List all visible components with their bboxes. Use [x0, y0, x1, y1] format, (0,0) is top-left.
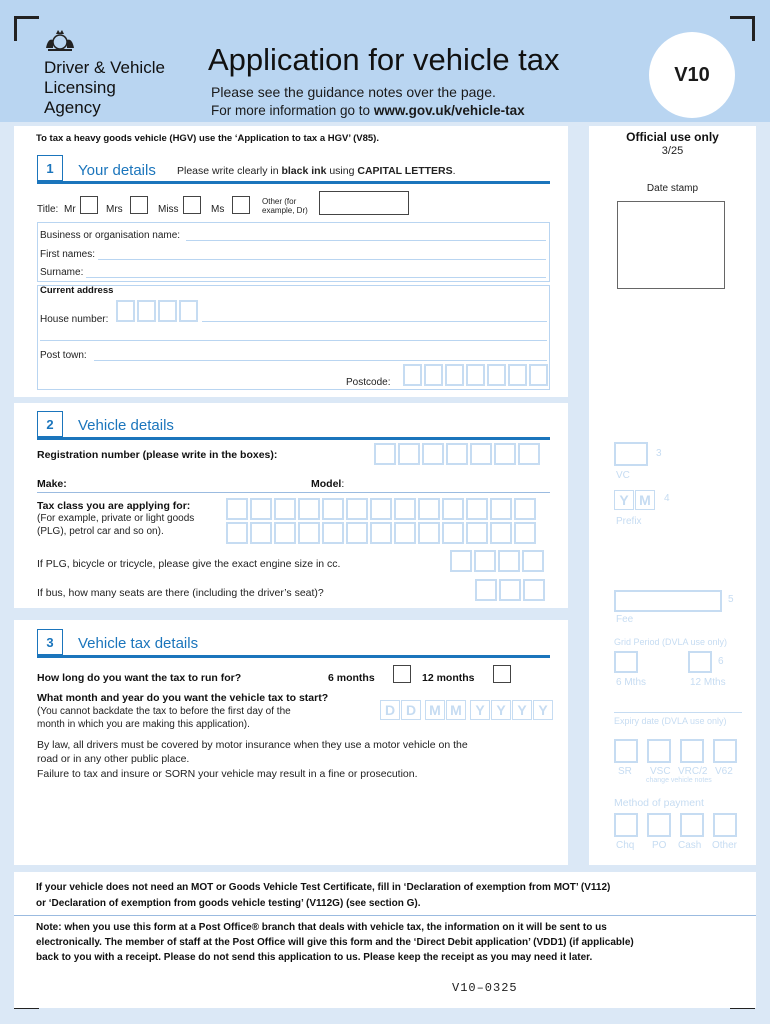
prefix-boxes	[614, 490, 655, 510]
twelve-months-checkbox[interactable]	[493, 665, 511, 683]
guidance-note: Please see the guidance notes over the page.	[211, 84, 496, 100]
chq-box	[614, 813, 638, 837]
postcode-label: Postcode:	[346, 377, 391, 388]
tax-duration-label: How long do you want the tax to run for?	[37, 672, 242, 684]
start-date-boxes[interactable]	[380, 700, 553, 720]
tax-class-example-1: (For example, private or light goods	[37, 513, 195, 524]
method-chq: Chq	[616, 840, 635, 851]
insurance-law-line-1: By law, all drivers must be covered by motor insurance when they use a motor vehicle on the	[37, 739, 468, 751]
date-char: Y	[512, 700, 532, 720]
engine-size-boxes[interactable]	[450, 550, 544, 572]
date-char: Y	[533, 700, 553, 720]
expiry-line	[614, 712, 742, 713]
vrc2-box	[680, 739, 704, 763]
royal-crest-icon	[40, 28, 80, 54]
method-other: Other	[712, 840, 738, 851]
title-other-field[interactable]	[319, 191, 409, 215]
section-3-title: Vehicle tax details	[78, 635, 199, 652]
code-sr: SR	[618, 766, 632, 777]
section-3-number: 3	[37, 629, 63, 655]
prefix-char: Y	[614, 490, 634, 510]
title-mrs-checkbox[interactable]	[130, 196, 148, 214]
official-use-date: 3/25	[661, 145, 684, 157]
section-2-number: 2	[37, 411, 63, 437]
failure-warning: Failure to tax and insure or SORN your vehicle may result in a fine or prosecution.	[37, 768, 418, 780]
vsc-box	[647, 739, 671, 763]
method-cash: Cash	[678, 840, 702, 851]
postcode-boxes[interactable]	[403, 364, 548, 386]
info-prefix: For more information go to	[211, 103, 374, 118]
post-office-note-line-1: Note: when you use this form at a Post Office® branch that deals with vehicle tax, the information on it will be sent to us	[36, 922, 607, 933]
six-months-label: 6 months	[328, 672, 375, 684]
post-town-field[interactable]	[94, 360, 547, 361]
twelve-mths-label: 12 Mths	[690, 677, 726, 688]
tax-class-example	[37, 512, 194, 538]
crop-mark-top-left	[14, 16, 39, 41]
crop-mark-top-right	[730, 16, 755, 41]
date-char: D	[380, 700, 400, 720]
title-other-label	[262, 197, 308, 215]
instr-pre: Please write clearly in	[177, 165, 282, 177]
form-code-badge: V10	[649, 32, 735, 118]
code-vrc2: VRC/2	[678, 766, 708, 777]
tax-class-boxes-row-2[interactable]	[226, 522, 536, 544]
surname-label: Surname:	[40, 267, 84, 278]
start-date-label: What month and year do you want the vehicle tax to start?	[37, 692, 329, 704]
official-num-3: 3	[656, 448, 662, 459]
business-name-label: Business or organisation name:	[40, 230, 181, 241]
instr-capitals: CAPITAL LETTERS	[357, 165, 453, 177]
official-num-5: 5	[728, 594, 734, 605]
registration-label: Registration number (please write in the boxes):	[37, 449, 278, 461]
section-1-rule	[37, 181, 550, 184]
fee-box	[614, 590, 722, 612]
section-1-number: 1	[37, 155, 63, 181]
tax-class-example-2: (PLG), petrol car and so on).	[37, 526, 164, 537]
instr-mid: using	[326, 165, 358, 177]
official-use-title: Official use only	[626, 130, 719, 144]
title-mr-label: Mr	[64, 204, 76, 215]
title-mr-checkbox[interactable]	[80, 196, 98, 214]
date-char: Y	[470, 700, 490, 720]
make-model-field[interactable]	[37, 492, 550, 493]
engine-size-label: If PLG, bicycle or tricycle, please give the exact engine size in cc.	[37, 558, 341, 570]
insurance-law-line-2: road or in any other public place.	[37, 753, 190, 765]
date-char: Y	[491, 700, 511, 720]
post-office-note-line-3: back to you with a receipt. Please do not send this application to us. Please keep the receipt as you may need it later.	[36, 952, 593, 963]
section-3-rule	[37, 655, 550, 658]
agency-line-2: Licensing	[44, 78, 116, 97]
codes-sub-label: change vehicle notes	[646, 777, 712, 784]
date-char: M	[425, 700, 445, 720]
agency-line-1: Driver & Vehicle	[44, 58, 165, 77]
six-mths-box	[614, 651, 638, 673]
grid-period-label: Grid Period (DVLA use only)	[614, 637, 728, 647]
mot-exemption-line-2: or ‘Declaration of exemption from goods vehicle testing’ (V112G) (see section G).	[36, 898, 421, 909]
mot-exemption-line-1: If your vehicle does not need an MOT or Goods Vehicle Test Certificate, fill in ‘Declaration of exemption from MOT’ (V112)	[36, 882, 611, 893]
model-label-text: Model	[311, 478, 342, 490]
date-stamp-box	[617, 201, 725, 289]
form-version-code: V10–0325	[452, 981, 518, 995]
registration-boxes[interactable]	[374, 443, 540, 465]
title-miss-checkbox[interactable]	[183, 196, 201, 214]
footer-divider	[14, 915, 756, 916]
bus-seats-boxes[interactable]	[475, 579, 545, 601]
agency-line-3: Agency	[44, 98, 101, 117]
first-names-label: First names:	[40, 249, 96, 260]
info-link[interactable]: www.gov.uk/vehicle-tax	[373, 103, 525, 118]
title-mrs-label: Mrs	[106, 204, 123, 215]
prefix-label: Prefix	[616, 516, 642, 527]
tax-class-label: Tax class you are applying for:	[37, 500, 191, 512]
section-2-rule	[37, 437, 550, 440]
title-other-line-2: example, Dr)	[262, 206, 308, 215]
page-title: Application for vehicle tax	[208, 42, 560, 77]
info-line	[211, 103, 525, 118]
fee-label: Fee	[616, 614, 634, 625]
address-line-2-field[interactable]	[40, 340, 547, 341]
section-2-title: Vehicle details	[78, 417, 174, 434]
insurance-law-text	[37, 738, 468, 766]
make-label: Make:	[37, 478, 67, 490]
twelve-mths-box	[688, 651, 712, 673]
six-mths-label: 6 Mths	[616, 677, 647, 688]
date-stamp-label: Date stamp	[646, 183, 699, 194]
house-number-boxes[interactable]	[116, 300, 198, 322]
section-1-title: Your details	[78, 162, 156, 179]
title-miss-label: Miss	[158, 204, 179, 215]
code-vsc: VSC	[650, 766, 671, 777]
sr-box	[614, 739, 638, 763]
business-name-field[interactable]	[186, 240, 546, 241]
bus-seats-label: If bus, how many seats are there (including the driver’s seat)?	[37, 587, 324, 599]
post-town-label: Post town:	[40, 350, 87, 361]
other-box	[713, 813, 737, 837]
v62-box	[713, 739, 737, 763]
house-number-label: House number:	[40, 314, 109, 325]
model-label-colon: :	[341, 478, 345, 490]
instr-end: .	[452, 165, 456, 177]
start-date-note-2: month in which you are making this application).	[37, 719, 250, 730]
code-v62: V62	[715, 766, 733, 777]
first-names-field[interactable]	[98, 259, 546, 260]
title-label: Title:	[37, 204, 59, 215]
post-office-note-line-2: electronically. The member of staff at the Post Office will give this form and the ‘Direct Debit application’ (VDD1) (if applicable)	[36, 937, 634, 948]
hgv-note: To tax a heavy goods vehicle (HGV) use the ‘Application to tax a HGV’ (V85).	[36, 133, 379, 144]
tax-class-boxes-row-1[interactable]	[226, 498, 536, 520]
date-char: M	[446, 700, 466, 720]
current-address-label: Current address	[40, 285, 114, 296]
model-label	[311, 478, 344, 490]
twelve-months-label: 12 months	[422, 672, 475, 684]
start-date-note-1: (You cannot backdate the tax to before the first day of the	[37, 706, 291, 717]
title-ms-label: Ms	[211, 204, 225, 215]
start-date-note	[37, 705, 291, 731]
expiry-label: Expiry date (DVLA use only)	[614, 716, 727, 726]
instr-black-ink: black ink	[281, 165, 327, 177]
official-num-4: 4	[664, 493, 670, 504]
method-po: PO	[652, 840, 667, 851]
surname-field[interactable]	[86, 277, 546, 278]
address-line-1-field[interactable]	[202, 321, 547, 322]
prefix-char: M	[635, 490, 655, 510]
po-box	[647, 813, 671, 837]
date-char: D	[401, 700, 421, 720]
agency-name	[44, 58, 165, 118]
six-months-checkbox[interactable]	[393, 665, 411, 683]
vc-box	[614, 442, 648, 466]
section-1-instructions	[177, 165, 456, 177]
vc-label: VC	[616, 470, 630, 481]
title-other-line-1: Other (for	[262, 197, 297, 206]
payment-method-label: Method of payment	[614, 797, 704, 809]
title-ms-checkbox[interactable]	[232, 196, 250, 214]
cash-box	[680, 813, 704, 837]
official-num-6: 6	[718, 656, 724, 667]
